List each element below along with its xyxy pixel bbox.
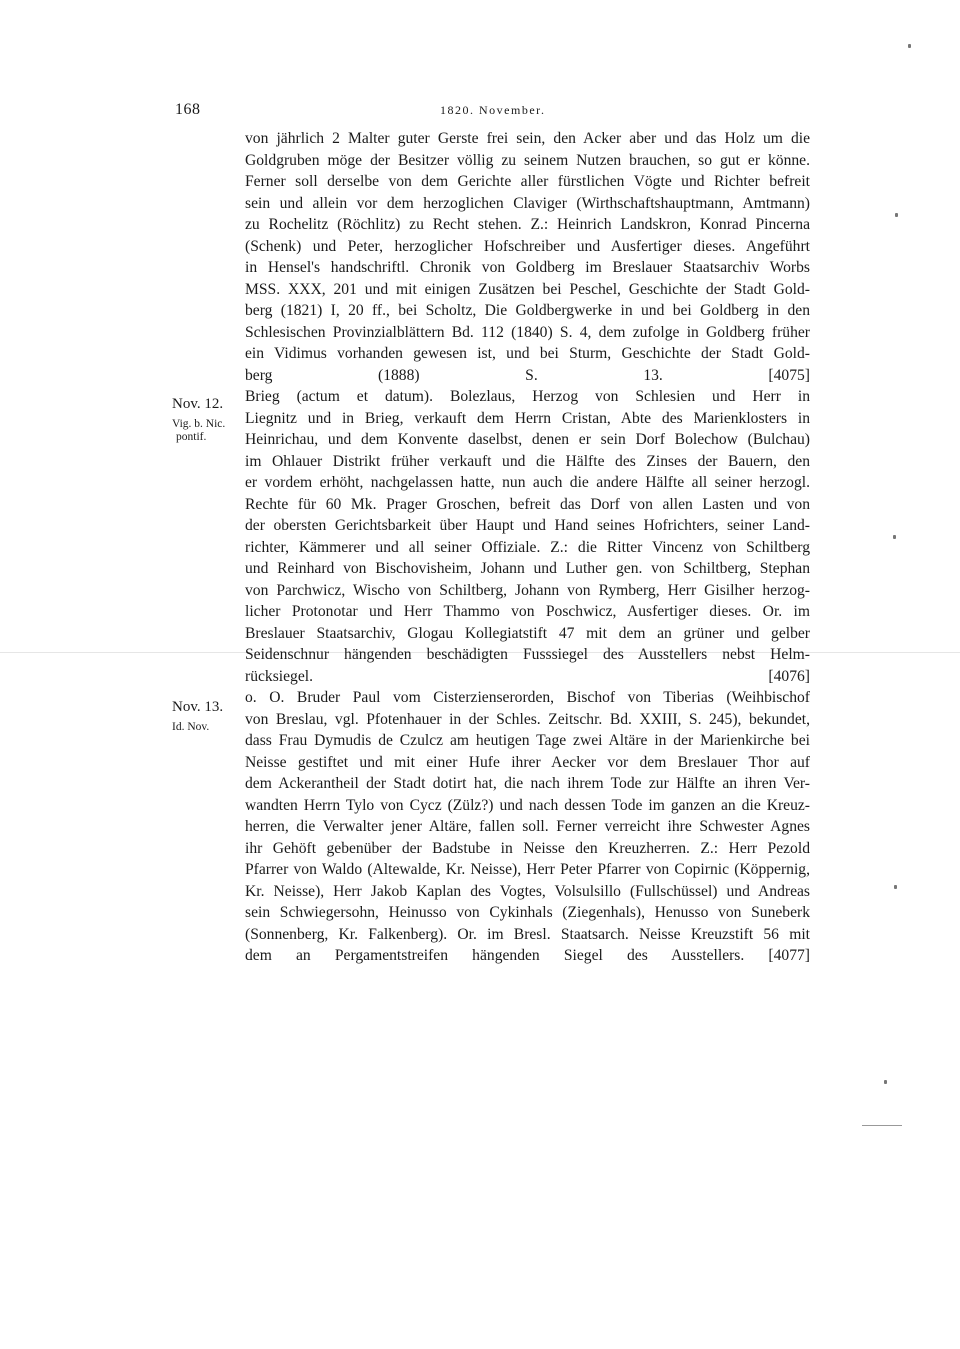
text-line: (Schenk) und Peter, herzoglicher Hofschreiber und Ausfertiger dieses. Angeführt: [245, 237, 810, 255]
text-line: berg (1821) I, 20 ff., bei Scholtz, Die Goldbergwerke in und bei Goldberg in den: [245, 302, 810, 319]
page-number: 168: [175, 101, 201, 118]
scan-speck: [893, 535, 896, 539]
text-line: in Hensel's handschriftl. Chronik von Goldberg im Breslauer Staatsarchiv Worbs: [245, 259, 810, 276]
text-line: Breslauer Staatsarchiv, Glogau Kollegiatstift 47 mit dem an grüner und gelber: [245, 624, 810, 642]
text-line: ein Vidimus vorhanden gewesen ist, und bei Sturm, Geschichte der Stadt Gold-: [245, 345, 810, 362]
text-line: sein und allein vor dem herzoglichen Claviger (Wirthschaftshauptmann, Amtmann): [245, 194, 810, 212]
text-line: Schlesischen Provinzialblättern Bd. 112 (1840) S. 4, dem zufolge in Goldberg früher: [245, 323, 810, 341]
text-line: ihr Gehöft gebenüber der Badstube in Neisse den Kreuzherren. Z.: Herr Pezold: [245, 839, 810, 857]
text-line: Seidenschnur hängenden beschädigten Fusssiegel des Ausstellers nebst Helm-: [245, 646, 810, 663]
text-line: MSS. XXX, 201 und mit einigen Zusätzen bei Peschel, Geschichte der Stadt Gold-: [245, 280, 810, 298]
text-line: Liegnitz und in Brieg, verkauft dem Herrn Cristan, Abte des Marienklosters in: [245, 409, 810, 427]
scan-speck: [895, 213, 898, 217]
scan-speck: [894, 885, 897, 889]
text-line: im Ohlauer Distrikt früher verkauft und die Hälfte des Zinses der Bauern, den: [245, 452, 810, 470]
text-line: Heinrichau, und dem Konvente daselbst, denen er sein Dorf Bolechow (Bulchau): [245, 431, 810, 448]
text-line: der obersten Gerichtsbarkeit über Haupt und Hand seines Hofrichters, seiner Land-: [245, 517, 810, 534]
text-line: sein Schwiegersohn, Heinusso von Cykinhals (Ziegenhals), Henusso von Suneberk: [245, 904, 810, 921]
text-line: Neisse gestiftet und mit einer Hufe ihrer Aecker vor dem Breslauer Thor auf: [245, 753, 810, 771]
entry-end-line-4076: rücksiegel. [4076]: [245, 667, 810, 685]
text-line: Ferner soll derselbe von dem Gerichte aller fürstlichen Vögte und Richter befreit: [245, 173, 810, 190]
text-line: dass Frau Dymudis de Czulcz am heutigen Tage zwei Altäre in der Marienkirche bei: [245, 732, 810, 749]
margin-date-nov13: Nov. 13.: [172, 699, 224, 715]
entry-start-line-4077: o. O. Bruder Paul vom Cisterzienserorden, Bischof von Tiberias (Weihbischof: [245, 689, 810, 706]
text-line: wandten Herrn Tylo von Cycz (Zülz?) und nach dessen Tode im ganzen an die Kreuz-: [245, 796, 810, 814]
entry-end-line-4077: dem an Pergamentstreifen hängenden Siegel des Ausstellers. [4077]: [245, 947, 810, 964]
text-line: licher Protonotar und Herr Thammo von Poschwicz, Ausfertiger dieses. Or. im: [245, 603, 810, 620]
text-line: dem Ackerantheil der Stadt dotirt hat, die nach ihrem Tode zur Hälfte an ihren Ver-: [245, 775, 810, 792]
scan-edge-mark: [862, 1125, 902, 1126]
margin-date-nov12: Nov. 12.: [172, 396, 224, 412]
scan-speck: [908, 44, 911, 48]
margin-feast-nov13: Id. Nov.: [172, 721, 210, 733]
margin-feast-nov12-line1: Vig. b. Nic.: [172, 418, 226, 430]
text-line: von Parchwicz, Wischo von Schiltberg, Johann von Rymberg, Herr Gisilher herzog-: [245, 581, 810, 599]
text-line: und Reinhard von Bischovisheim, Johann und Luther gen. von Schiltberg, Stephan: [245, 560, 810, 577]
document-body: [245, 128, 810, 967]
entry-start-line-4076: Brieg (actum et datum). Bolezlaus, Herzog von Schlesien und Herr in: [245, 388, 810, 405]
text-line: Pfarrer von Waldo (Altewalde, Kr. Neisse), Herr Peter Pfarrer von Copirnic (Köppernig,: [245, 861, 810, 878]
entry-end-line-4075: berg (1888) S. 13. [4075]: [245, 366, 810, 384]
text-line: von Breslau, vgl. Pfotenhauer in der Schles. Zeitschr. Bd. XXIII, S. 245), bekundet,: [245, 710, 810, 728]
text-line: Rechte für 60 Mk. Prager Groschen, befreit das Dorf von allen Lasten und von: [245, 495, 810, 513]
text-line: Kr. Neisse), Herr Jakob Kaplan des Vogtes, Volsulsillo (Fullschüssel) und Andreas: [245, 882, 810, 900]
text-line: zu Rochelitz (Röchlitz) zu Recht stehen. Z.: Heinrich Landskron, Konrad Pincerna: [245, 216, 810, 233]
text-line: herren, die Verwalter jener Altäre, fallen soll. Ferner verreicht ihre Schwester Agnes: [245, 818, 810, 835]
text-line: er vordem erhöht, nachgelassen hatte, nun auch die andere Hälfte all seiner herzogl.: [245, 474, 810, 491]
margin-feast-nov12-line2: pontif.: [176, 431, 207, 443]
running-head: 1820. November.: [440, 103, 546, 117]
text-line: richter, Kämmerer und all seiner Offiziale. Z.: die Ritter Vincenz von Schiltberg: [245, 538, 810, 556]
text-line: von jährlich 2 Malter guter Gerste frei sein, den Acker aber und das Holz um die: [245, 130, 810, 147]
text-line: (Sonnenberg, Kr. Falkenberg). Or. im Bresl. Staatsarch. Neisse Kreuzstift 56 mit: [245, 925, 810, 943]
scan-speck: [884, 1080, 887, 1084]
text-line: Goldgruben möge der Besitzer völlig zu seinem Nutzen brauchen, so gut er könne.: [245, 151, 810, 169]
